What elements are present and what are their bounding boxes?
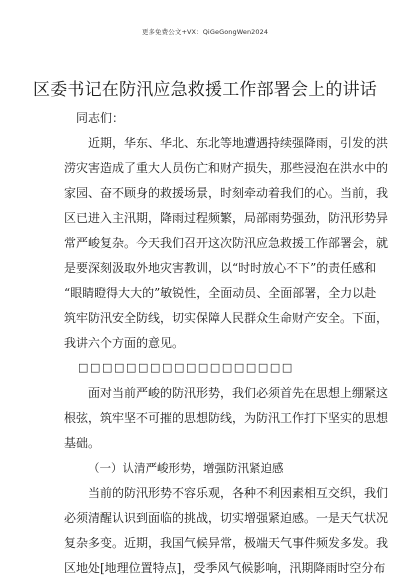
paragraph-line: 复杂多变。近期，我国气候异常，极端天气事件频发多发。我 bbox=[64, 536, 389, 550]
paragraph-line: 家园、奋不顾身的救援场景，时刻牵动着我们的心。当前，我 bbox=[64, 186, 389, 200]
paragraph-line: 当前的防汛形势不容乐观，各种不利因素相互交织，我们 bbox=[88, 486, 389, 500]
paragraph-line: 涝灾害造成了重大人员伤亡和财产损失，那些浸泡在洪水中的 bbox=[64, 161, 389, 175]
greeting: 同志们： bbox=[76, 111, 125, 125]
section-heading-placeholder: □□□□□□□□□□□□□□□□□□ bbox=[78, 361, 294, 374]
paragraph-line: 近期，华东、华北、东北等地遭遇持续强降雨，引发的洪 bbox=[88, 136, 389, 150]
paragraph-line: 区已进入主汛期，降雨过程频繁，局部雨势强劲，防汛形势异 bbox=[64, 211, 389, 225]
paragraph-line: “眼睛瞪得大大的”敏锐性，全面动员、全面部署，全力以赴 bbox=[64, 286, 377, 300]
paragraph-line: 筑牢防汛安全防线，切实保障人民群众生命财产安全。下面， bbox=[64, 311, 389, 325]
paragraph-line: 是要深刻汲取外地灾害教训，以“时时放心不下”的责任感和 bbox=[64, 261, 377, 275]
paragraph-line: 根弦，筑牢坚不可摧的思想防线，为防汛工作打下坚实的思想 bbox=[64, 411, 389, 425]
document-title: 区委书记在防汛应急救援工作部署会上的讲话 bbox=[33, 80, 377, 100]
header-note: 更多免费公文+VX：QiGeGongWen2024 bbox=[141, 28, 269, 36]
paragraph-line: 必须清醒认识到面临的挑战，切实增强紧迫感。一是天气状况 bbox=[64, 511, 389, 525]
paragraph-line: 我讲六个方面的意见。 bbox=[64, 336, 185, 350]
subsection-heading: （一）认清严峻形势，增强防汛紧迫感 bbox=[88, 461, 284, 475]
paragraph-line: 基础。 bbox=[64, 436, 101, 450]
paragraph-line: 常严峻复杂。今天我们召开这次防汛应急救援工作部署会，就 bbox=[64, 236, 389, 250]
paragraph-line: 区地处[地理位置特点]，受季风气候影响，汛期降雨时空分布 bbox=[64, 561, 386, 575]
paragraph-line: 面对当前严峻的防汛形势，我们必须首先在思想上绷紧这 bbox=[88, 386, 389, 400]
